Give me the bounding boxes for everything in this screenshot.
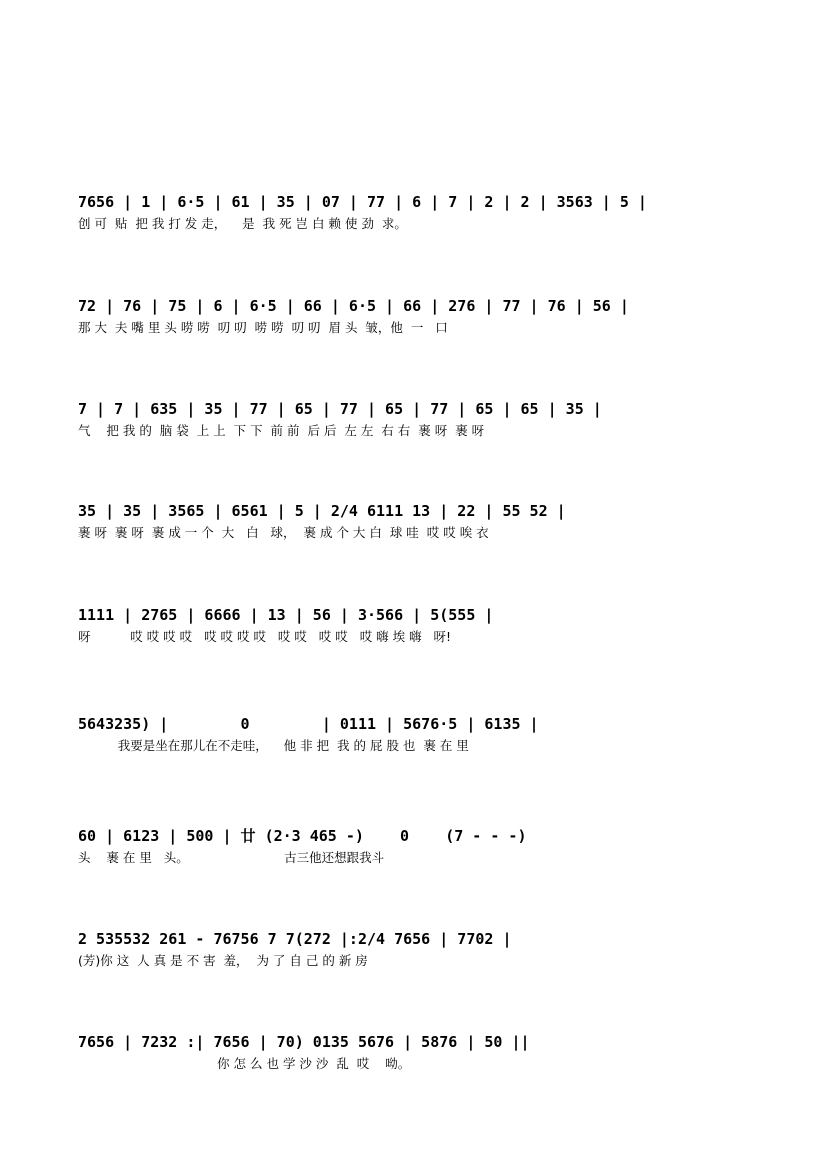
system-6	[78, 711, 768, 761]
notation-line: 7 | 7 | 635 | 35 | 77 | 65 | 77 | 65 | 77 | 65 | 65 | 35 |	[78, 400, 602, 418]
notation-line: 60 | 6123 | 500 | 廿 (2·3 465 -) 0 (7 - - -)	[78, 827, 527, 845]
lyric-line: 创 可 贴 把 我 打 发 走， 是 我 死 岂 白 赖 使 劲 求。	[78, 216, 407, 231]
system-5	[78, 602, 768, 652]
notation-line: 5643235) | 0 | 0111 | 5676·5 | 6135 |	[78, 715, 539, 733]
system-3	[78, 396, 768, 446]
lyric-line: (芳)你 这 人 真 是 不 害 羞， 为 了 自 己 的 新 房	[78, 953, 368, 968]
notation-line: 7656 | 7232 :| 7656 | 70) 0135 5676 | 5876 | 50 ||	[78, 1033, 530, 1051]
notation-line: 35 | 35 | 3565 | 6561 | 5 | 2/4 6111 13 | 22 | 55 52 |	[78, 502, 566, 520]
system-7	[78, 823, 768, 873]
notation-line: 2 535532 261 - 76756 7 7(272 |:2/4 7656 | 7702 |	[78, 930, 512, 948]
system-2	[78, 293, 768, 343]
notation-line: 72 | 76 | 75 | 6 | 6·5 | 66 | 6·5 | 66 | 276 | 77 | 76 | 56 |	[78, 297, 629, 315]
system-4	[78, 498, 768, 548]
lyric-line: 裹 呀 裹 呀 裹 成 一 个 大 白 球， 裹 成 个 大 白 球 哇 哎 哎 唉 衣	[78, 525, 489, 540]
lyric-line: 气 把 我 的 脑 袋 上 上 下 下 前 前 后 后 左 左 右 右 裹 呀 裹 呀	[78, 423, 485, 438]
lyric-line: 你 怎 么 也 学 沙 沙 乱 哎 呦。	[78, 1056, 411, 1071]
system-1	[78, 189, 768, 239]
notation-line: 1111 | 2765 | 6666 | 13 | 56 | 3·566 | 5(555 |	[78, 606, 494, 624]
lyric-line: 头 裹 在 里 头。 古三他还想跟我斗	[78, 850, 385, 865]
system-8	[78, 926, 768, 976]
system-9	[78, 1029, 768, 1079]
lyric-line: 那 大 夫 嘴 里 头 唠 唠 叨 叨 唠 唠 叨 叨 眉 头 皱，他 一 口	[78, 320, 448, 335]
lyric-line: 呀 哎 哎 哎 哎 哎 哎 哎 哎 哎 哎 哎 哎 哎 嗨 埃 嗨 呀!	[78, 629, 452, 644]
lyric-line: 我要是坐在那儿在不走哇， 他 非 把 我 的 屁 股 也 裹 在 里	[78, 738, 469, 753]
notation-line: 7656 | 1 | 6·5 | 61 | 35 | 07 | 77 | 6 | 7 | 2 | 2 | 3563 | 5 |	[78, 193, 647, 211]
